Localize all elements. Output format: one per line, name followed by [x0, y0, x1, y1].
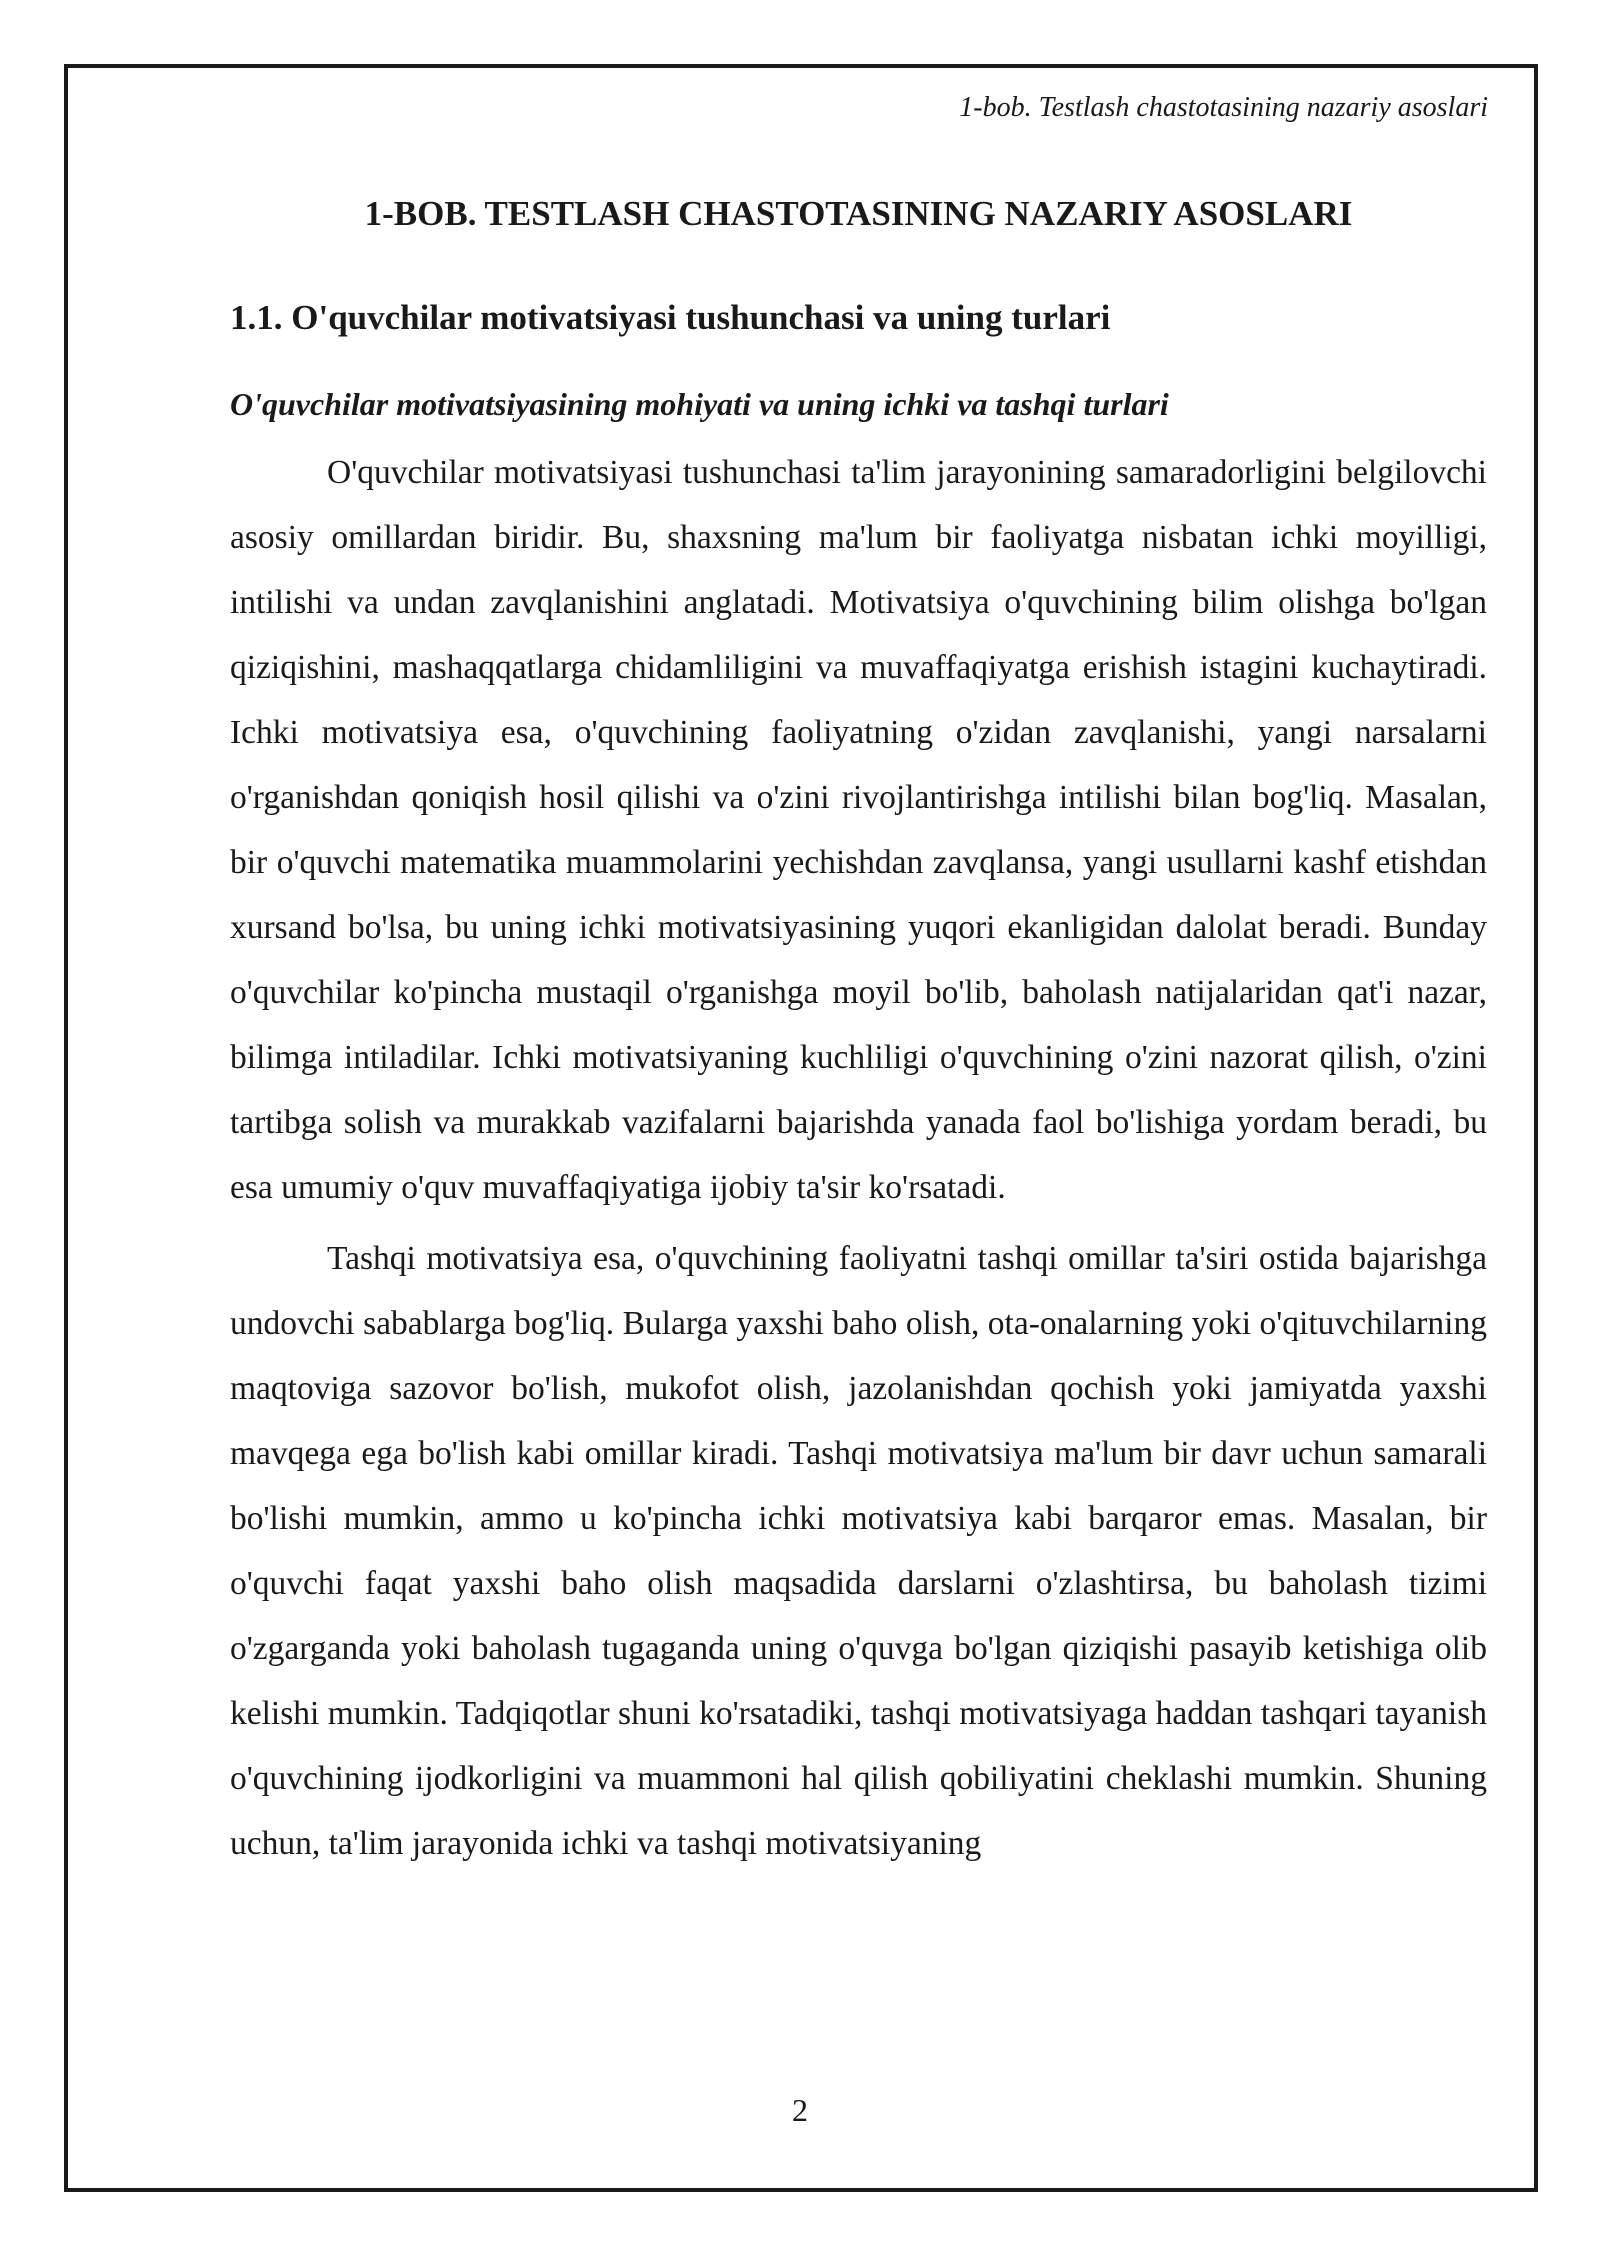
running-header: 1-bob. Testlash chastotasining nazariy asoslari	[959, 92, 1488, 123]
page-content	[230, 180, 1487, 1876]
body-paragraph: Tashqi motivatsiya esa, o'quvchining faoliyatni tashqi omillar ta'siri ostida bajarishga undovchi sabablarga bog'liq. Bularga yaxshi baho olish, ota-onalarning yoki o'qituvchilarning maqtoviga sazovor bo'lish, mukofot olish, jazolanishdan qochish yoki jamiyatda yaxshi mavqega ega bo'lish kabi omillar kiradi. Tashqi motivatsiya ma'lum bir davr uchun samarali bo'lishi mumkin, ammo u ko'pincha ichki motivatsiya kabi barqaror emas. Masalan, bir o'quvchi faqat yaxshi baho olish maqsadida darslarni o'zlashtirsa, bu baholash tizimi o'zgarganda yoki baholash tugaganda uning o'quvga bo'lgan qiziqishi pasayib ketishiga olib kelishi mumkin. Tadqiqotlar shuni ko'rsatadiki, tashqi motivatsiyaga haddan tashqari tayanish o'quvchining ijodkorligini va muammoni hal qilish qobiliyatini cheklashi mumkin. Shuning uchun, ta'lim jarayonida ichki va tashqi motivatsiyaning	[230, 1240, 1487, 1862]
body-paragraph: O'quvchilar motivatsiyasi tushunchasi ta'lim jarayonining samaradorligini belgilovchi asosiy omillardan biridir. Bu, shaxsning ma'lum bir faoliyatga nisbatan ichki moyilligi, intilishi va undan zavqlanishini anglatadi. Motivatsiya o'quvchining bilim olishga bo'lgan qiziqishini, mashaqqatlarga chidamliligini va muvaffaqiyatga erishish istagini kuchaytiradi. Ichki motivatsiya esa, o'quvchining faoliyatning o'zidan zavqlanishi, yangi narsalarni o'rganishdan qoniqish hosil qilishi va o'zini rivojlantirishga intilishi bilan bog'liq. Masalan, bir o'quvchi matematika muammolarini yechishdan zavqlansa, yangi usullarni kashf etishdan xursand bo'lsa, bu uning ichki motivatsiyasining yuqori ekanligidan dalolat beradi. Bunday o'quvchilar ko'pincha mustaqil o'rganishga moyil bo'lib, baholash natijalaridan qat'i nazar, bilimga intiladilar. Ichki motivatsiyaning kuchliligi o'quvchining o'zini nazorat qilish, o'zini tartibga solish va murakkab vazifalarni bajarishda yanada faol bo'lishiga yordam beradi, bu esa umumiy o'quv muvaffaqiyatiga ijobiy ta'sir ko'rsatadi.	[230, 454, 1487, 1206]
section-title: 1.1. O'quvchilar motivatsiyasi tushunchasi va uning turlari	[230, 298, 1111, 337]
page-number: 2	[792, 2092, 808, 2128]
chapter-title: 1-BOB. TESTLASH CHASTOTASINING NAZARIY ASOSLARI	[364, 194, 1353, 233]
subsection-title: O'quvchilar motivatsiyasining mohiyati va uning ichki va tashqi turlari	[230, 386, 1169, 422]
